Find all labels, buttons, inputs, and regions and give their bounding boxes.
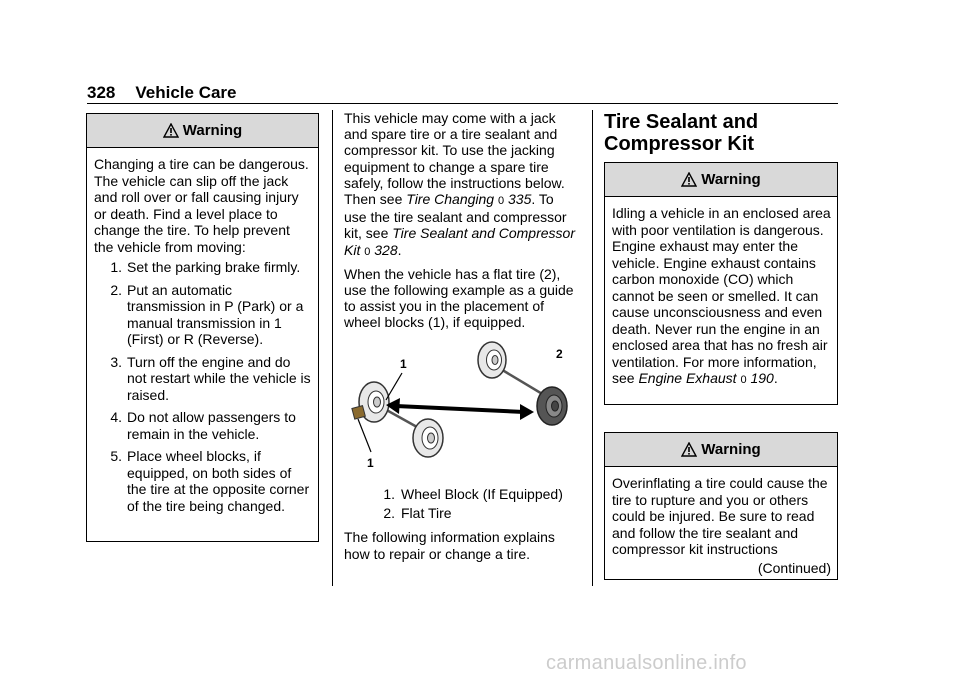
step-text: Place wheel blocks, if equipped, on both sides of the tire at the opposite corner of the tire being changed. — [127, 448, 310, 514]
warning-title: Warning — [701, 441, 761, 458]
wheel-block-paragraph: When the vehicle has a flat tire (2), use the following example as a guide to assist you in the placement of wheel blocks (1), if equipped. — [344, 265, 574, 331]
warning-step — [94, 282, 312, 348]
leader-line — [386, 373, 402, 400]
step-text: Set the parking brake firmly. — [127, 259, 301, 275]
warning-step — [94, 259, 312, 276]
link-tire-changing[interactable]: Tire Changing — [406, 191, 495, 208]
caption-item — [344, 505, 580, 521]
warning-box-exhaust — [604, 162, 838, 405]
warning-header — [605, 433, 837, 467]
text-run: . To use the tire sealant and compressor kit, see — [344, 191, 567, 242]
figure-caption — [344, 486, 580, 521]
warning-intro: Changing a tire can be dangerous. The vehicle can slip off the jack and roll over or fall causing injury or death. Find a level place to change the tire. To help prevent the vehicle from moving: — [94, 156, 309, 255]
step-text: Do not allow passengers to remain in the vehicle. — [127, 409, 296, 442]
intro-paragraph — [344, 110, 580, 260]
text-run: This vehicle may come with a jack and spare tire or a tire sealant and compressor kit. To use the jacking equipment to change a spare tire safely, follow the instructions below. Then see — [344, 110, 565, 208]
step-number: 5. — [110, 448, 122, 464]
text-run: . — [397, 241, 402, 258]
ref-glyph: 0 — [740, 374, 747, 386]
warning-text — [612, 205, 831, 389]
middle-column-lower — [344, 486, 580, 568]
warning-header — [605, 163, 837, 197]
page-header — [87, 83, 237, 103]
text-run: Idling a vehicle in an enclosed area with poor ventilation is dangerous. Engine exhaust may enter the vehicle. Engine exhaust contains carbon monoxide (CO) which cannot be seen or smelled. It can cause unconsciousness and even death. Never run the engine in an enclosed area that has no fresh air ventilation. For more information, see — [612, 205, 831, 386]
step-text: Turn off the engine and do not restart while the vehicle is raised. — [127, 353, 311, 403]
warning-body — [605, 197, 837, 389]
section-title: Tire Sealant and Compressor Kit — [604, 111, 759, 155]
watermark: carmanualsonline.info — [546, 652, 747, 674]
step-text: Put an automatic transmission in P (Park) or a manual transmission in 1 (First) or R (Reverse). — [127, 281, 304, 347]
callout-1-bottom: 1 — [367, 456, 374, 470]
warning-steps — [94, 259, 312, 514]
flat-tire — [537, 387, 567, 425]
page-number: 328 — [87, 83, 116, 102]
ref-glyph: 0 — [497, 195, 505, 208]
leader-line — [358, 419, 371, 452]
warning-triangle-icon — [681, 442, 697, 457]
callout-1-top: 1 — [400, 357, 407, 371]
middle-column — [344, 110, 580, 337]
wheel-block-diagram — [344, 340, 584, 475]
warning-triangle-icon — [681, 172, 697, 187]
text-run: . — [773, 370, 778, 386]
warning-box-jack — [86, 113, 319, 542]
header-rule — [87, 103, 838, 104]
wheel-block-icon — [352, 406, 365, 419]
step-number: 1. — [110, 259, 122, 275]
column-divider-left — [332, 110, 333, 586]
ref-page-328[interactable]: 328 — [374, 241, 398, 258]
step-number: 4. — [110, 409, 122, 425]
warning-text: Overinflating a tire could cause the tire to rupture and you or others could be injured. Be sure to read and follow the tire sealant and compressor kit instructions — [612, 475, 828, 557]
warning-header — [87, 114, 318, 148]
link-engine-exhaust[interactable]: Engine Exhaust — [638, 370, 737, 386]
rear-right-wheel — [413, 419, 443, 457]
continued-label: (Continued) — [757, 559, 831, 576]
caption-text: Wheel Block (If Equipped) — [401, 486, 563, 502]
warning-body — [87, 148, 318, 514]
warning-step — [94, 448, 312, 514]
caption-text: Flat Tire — [401, 505, 452, 522]
warning-title: Warning — [701, 171, 761, 188]
ref-page-335[interactable]: 335 — [508, 191, 532, 208]
caption-number: 1. — [383, 486, 395, 502]
warning-step — [94, 409, 312, 442]
ref-glyph: 0 — [364, 245, 371, 258]
warning-body — [605, 467, 837, 576]
caption-item — [344, 486, 580, 502]
double-arrow — [386, 398, 534, 420]
section-name: Vehicle Care — [135, 83, 237, 102]
warning-title: Warning — [182, 122, 243, 139]
step-number: 3. — [110, 353, 122, 370]
warning-triangle-icon — [163, 123, 179, 138]
caption-number: 2. — [383, 505, 395, 522]
callout-2: 2 — [556, 347, 563, 361]
warning-box-overinflation — [604, 432, 838, 580]
warning-step — [94, 354, 312, 404]
closing-paragraph: The following information explains how to repair or change a tire. — [344, 529, 555, 562]
step-number: 2. — [110, 281, 122, 298]
front-left-wheel — [478, 342, 506, 378]
column-divider-right — [592, 110, 593, 586]
ref-page-190[interactable]: 190 — [750, 370, 774, 386]
link-tire-sealant-kit[interactable]: Tire Sealant and Compressor Kit — [344, 225, 575, 258]
